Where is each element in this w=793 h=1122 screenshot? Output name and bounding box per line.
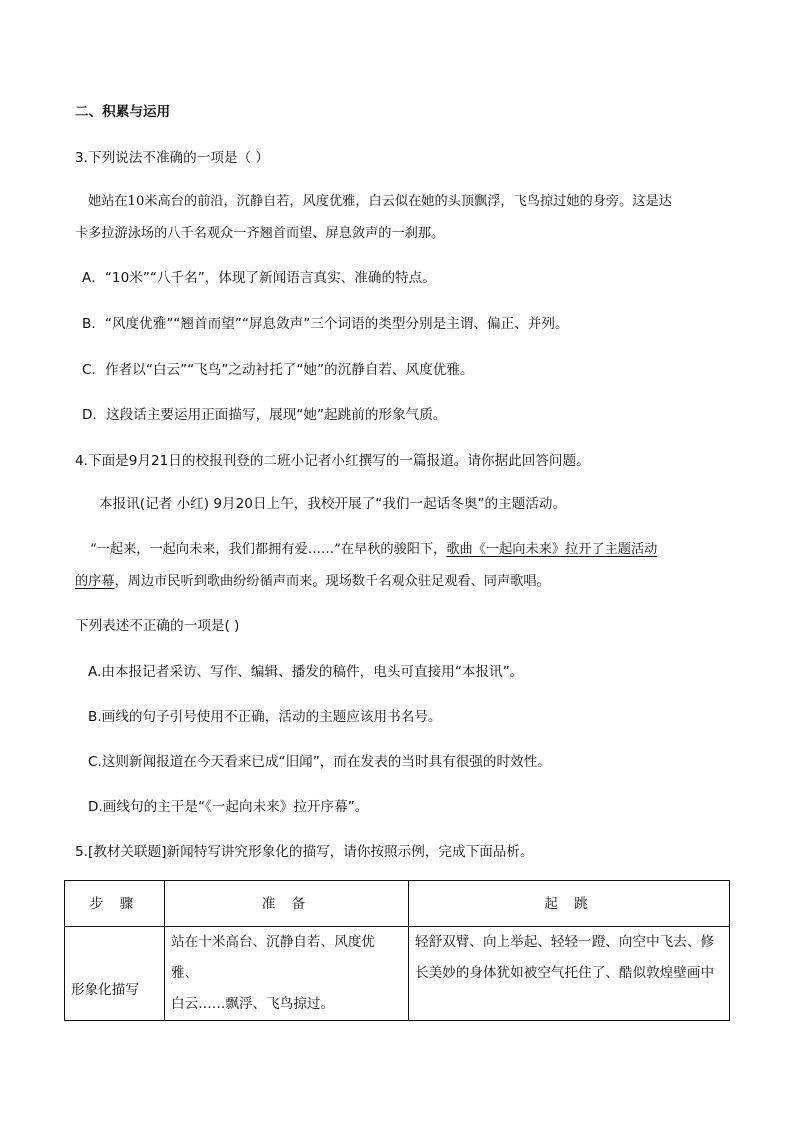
header-step: 步 骤 bbox=[65, 881, 165, 927]
section-heading: 二、积累与运用 bbox=[75, 104, 171, 120]
question-4-option-c: C.这则新闻报道在今天看来已成“旧闻”，而在发表的当时具有很强的时效性。 bbox=[88, 754, 551, 770]
jump-line-1: 轻舒双臂、向上举起、轻轻一蹬、向空中飞去、修 bbox=[415, 934, 715, 950]
question-4-option-a: A.由本报记者采访、写作、编辑、播发的稿件，电头可直接用“本报讯”。 bbox=[88, 664, 524, 680]
question-3-passage-line-1: 她站在10米高台的前沿，沉静自若，风度优雅，白云似在她的头顶飘浮，飞鸟掠过她的身旁。这是达 bbox=[88, 194, 672, 209]
underlined-sentence: 歌曲《一起向未来》拉开了主题活动 bbox=[446, 542, 658, 557]
header-prepare: 准 备 bbox=[165, 881, 409, 927]
analysis-table bbox=[64, 880, 730, 1021]
prepare-line-2: 白云……飘浮、飞鸟掠过。 bbox=[171, 996, 335, 1012]
question-3-option-a: A．“10米”“八千名”，体现了新闻语言真实、准确的特点。 bbox=[82, 270, 436, 286]
question-4-stem: 4.下面是9月21日的校报刊登的二班小记者小红撰写的一篇报道。请你据此回答问题。 bbox=[75, 453, 590, 469]
question-4-sub-stem: 下列表述不正确的一项是( ) bbox=[75, 618, 240, 634]
question-4-option-b: B.画线的句子引号使用不正确，活动的主题应该用书名号。 bbox=[88, 709, 442, 725]
news-paragraph-text-end: ，周边市民听到歌曲纷纷循声而来。现场数千名观众驻足观看、同声歌唱。 bbox=[114, 574, 550, 589]
question-5-stem: 5.[教材关联题]新闻特写讲究形象化的描写，请你按照示例，完成下面品析。 bbox=[75, 844, 534, 860]
prepare-line-1: 站在十米高台、沉静自若、风度优雅、 bbox=[171, 934, 375, 981]
question-4-option-d: D.画线句的主干是“《一起向未来》拉开序幕”。 bbox=[88, 799, 369, 815]
jump-cell[interactable] bbox=[409, 927, 730, 1021]
header-jump: 起 跳 bbox=[409, 881, 730, 927]
prepare-cell bbox=[165, 927, 409, 1021]
question-3-stem: 3.下列说法不准确的一项是（ ） bbox=[75, 150, 270, 166]
underlined-sentence-end: 的序幕 bbox=[75, 574, 115, 589]
question-3-option-d: D．这段话主要运用正面描写，展现“她”起跳前的形象气质。 bbox=[82, 407, 447, 423]
news-dateline: 本报讯(记者 小红) 9月20日上午，我校开展了“我们一起话冬奥”的主题活动。 bbox=[99, 496, 567, 512]
question-3-option-b: B．“风度优雅”“翘首而望”“屏息敛声”三个词语的类型分别是主谓、偏正、并列。 bbox=[82, 316, 569, 332]
jump-line-2: 长美妙的身体犹如被空气托住了、酷似敦煌壁画中 bbox=[415, 965, 715, 981]
row-label: 形象化描写 bbox=[65, 927, 165, 1021]
news-paragraph-line-1 bbox=[90, 540, 657, 560]
question-3-passage-line-2: 卡多拉游泳场的八千名观众一齐翘首而望、屏息敛声的一刹那。 bbox=[75, 226, 445, 241]
question-3-option-c: C．作者以“白云”“飞鸟”之动衬托了“她”的沉静自若、风度优雅。 bbox=[82, 362, 474, 378]
news-paragraph-text: “一起来，一起向未来，我们都拥有爱……”在早秋的骏阳下， bbox=[90, 542, 447, 557]
news-paragraph-line-2 bbox=[75, 572, 550, 592]
